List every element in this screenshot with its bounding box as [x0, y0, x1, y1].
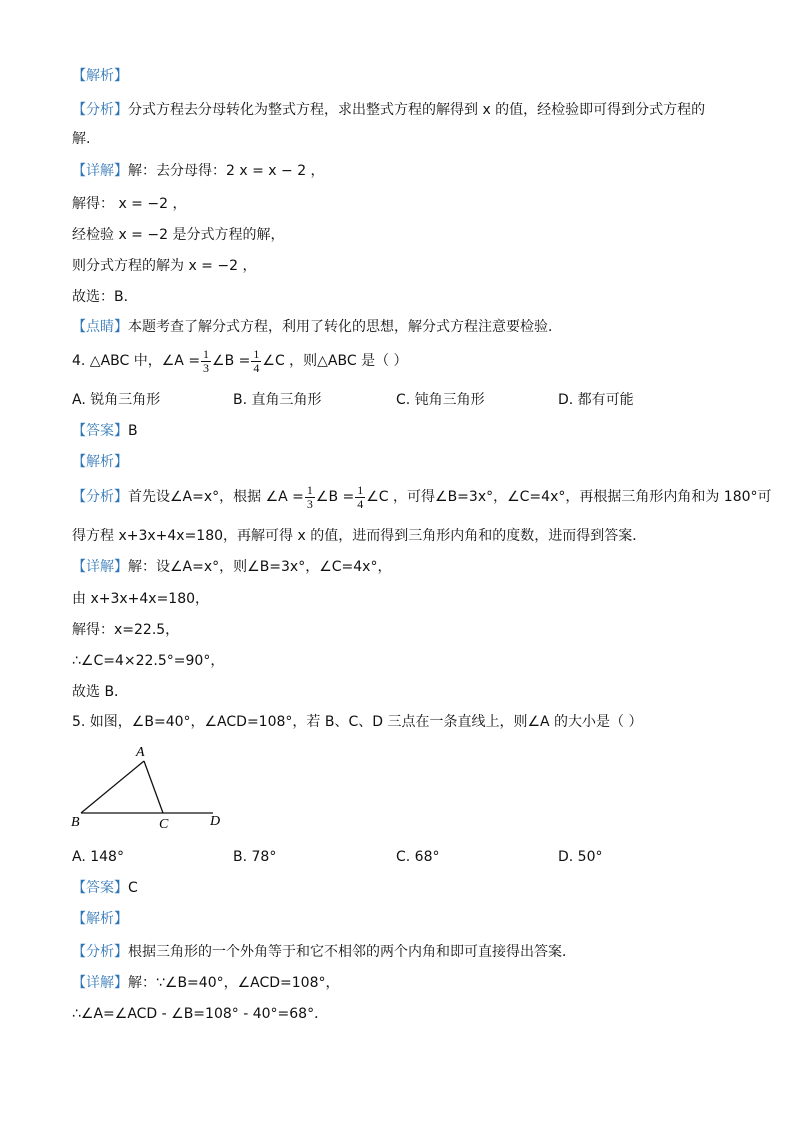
- q5-detail-tag: 【详解】: [72, 975, 128, 991]
- q4-analysis-fraction-1: [305, 484, 315, 511]
- solution-line: 故选：B．: [72, 289, 138, 305]
- q4-answer: [72, 422, 138, 440]
- q4-fraction-1: [201, 348, 211, 375]
- q5-solution-line: ∴∠A=∠ACD - ∠B=108° - 40°=68°．: [72, 1006, 329, 1022]
- q5-answer-tag: 【答案】: [72, 880, 128, 896]
- q5-detail-paragraph: [72, 974, 340, 992]
- detail-tag: 【详解】: [72, 163, 128, 179]
- q4-fraction-1-numerator: 1: [203, 346, 210, 361]
- q4-solution-line: 由 x+3x+4x=180，: [72, 591, 210, 607]
- q4-stem-c: ∠C ，则△ABC 是（ ）: [262, 353, 408, 369]
- q4-analysis-b: ∠B =: [315, 489, 355, 505]
- vertex-label-a: A: [136, 745, 145, 760]
- q4-option-c: C. 钝角三角形: [396, 392, 485, 408]
- q4-stem: [72, 347, 408, 375]
- q5-answer-value: C: [128, 880, 138, 896]
- q4-option-b: B. 直角三角形: [233, 392, 322, 408]
- vertex-label-d: D: [210, 814, 221, 829]
- q4-stem-b: ∠B =: [212, 353, 251, 369]
- q4-solution-line: 故选 B．: [72, 684, 129, 700]
- q4-fraction-1-denominator: 3: [203, 360, 210, 375]
- remark-text: 本题考查了解分式方程，利用了转化的思想，解分式方程注意要检验．: [128, 319, 562, 335]
- q4-analysis-fraction-2-numerator: 1: [357, 482, 364, 497]
- q4-analysis-c: ∠C ，可得∠B=3x°，∠C=4x°，再根据三角形内角和为 180°可: [366, 489, 772, 505]
- q5-option-d: D. 50°: [558, 849, 603, 865]
- solution-line: 解得： x = −2 ，: [72, 196, 187, 212]
- q4-analysis-fraction-1-denominator: 3: [306, 496, 313, 511]
- solution-line: 经检验 x = −2 是分式方程的解，: [72, 227, 285, 243]
- q5-answer: [72, 879, 138, 897]
- q5-option-b: B. 78°: [233, 849, 277, 865]
- q5-analysis-text: 根据三角形的一个外角等于和它不相邻的两个内角和即可直接得出答案．: [128, 944, 576, 960]
- detail-text: 解：去分母得：2 x = x − 2 ，: [128, 163, 325, 179]
- q5-triangle-figure: [66, 740, 236, 835]
- detail-paragraph: [72, 162, 325, 180]
- q4-answer-value: B: [128, 423, 138, 439]
- analysis-heading: 【解析】: [72, 68, 128, 84]
- q4-fraction-2: [251, 348, 261, 375]
- q4-option-d: D. 都有可能: [558, 392, 634, 408]
- solution-line: 则分式方程的解为 x = −2 ，: [72, 258, 257, 274]
- q4-solution-line: ∴∠C=4×22.5°=90°，: [72, 653, 225, 669]
- q5-analysis-paragraph: [72, 943, 576, 961]
- segment-ac: [144, 761, 163, 813]
- remark-tag: 【点睛】: [72, 319, 128, 335]
- remark-paragraph: [72, 318, 562, 336]
- q5-analysis-heading: 【解析】: [72, 911, 128, 927]
- vertex-label-b: B: [71, 815, 80, 830]
- q4-fraction-2-denominator: 4: [253, 360, 260, 375]
- q4-analysis-fraction-2: [355, 484, 365, 511]
- q4-stem-a: 4. △ABC 中，∠A =: [72, 353, 201, 369]
- q4-detail-tag: 【详解】: [72, 559, 128, 575]
- analysis-tag: 【分析】: [72, 102, 128, 118]
- q4-answer-tag: 【答案】: [72, 423, 128, 439]
- analysis-text: 分式方程去分母转化为整式方程，求出整式方程的解得到 x 的值，经检验即可得到分式方程的: [128, 102, 706, 118]
- q5-detail-text: 解：∵∠B=40°，∠ACD=108°，: [128, 975, 340, 991]
- analysis-text-cont: 解.: [72, 131, 91, 147]
- q4-analysis-fraction-1-numerator: 1: [306, 482, 313, 497]
- q4-analysis-a: 首先设∠A=x°，根据 ∠A =: [128, 489, 304, 505]
- segment-ab: [81, 761, 144, 813]
- q4-analysis-fraction-2-denominator: 4: [357, 496, 364, 511]
- q4-detail-text: 解：设∠A=x°，则∠B=3x°，∠C=4x°，: [128, 559, 392, 575]
- vertex-label-c: C: [159, 817, 169, 832]
- q4-option-a: A. 锐角三角形: [72, 392, 161, 408]
- q4-analysis-paragraph: [72, 483, 772, 511]
- q5-option-c: C. 68°: [396, 849, 440, 865]
- q5-analysis-tag: 【分析】: [72, 944, 128, 960]
- q4-fraction-2-numerator: 1: [253, 346, 260, 361]
- analysis-paragraph: [72, 101, 705, 119]
- q4-analysis-text-cont: 得方程 x+3x+4x=180，再解可得 x 的值，进而得到三角形内角和的度数，进而得到答案．: [72, 528, 647, 544]
- q5-stem: 5. 如图，∠B=40°，∠ACD=108°，若 B、C、D 三点在一条直线上，则∠A 的大小是（ ）: [72, 714, 643, 730]
- q4-analysis-tag: 【分析】: [72, 489, 128, 505]
- q5-option-a: A. 148°: [72, 849, 124, 865]
- q4-analysis-heading: 【解析】: [72, 454, 128, 470]
- q4-solution-line: 解得：x=22.5，: [72, 622, 180, 638]
- q4-detail-paragraph: [72, 558, 391, 576]
